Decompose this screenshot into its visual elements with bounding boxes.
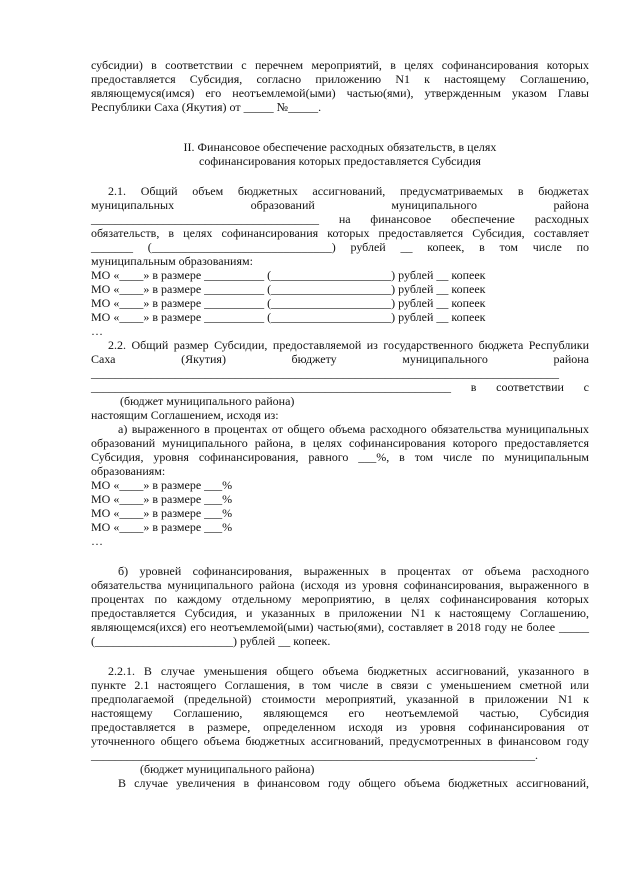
text-line: Субсидия, уровня софинансирования, равного ___%, в том числе по муниципальным [91, 450, 589, 464]
field-caption: (бюджет муниципального района) [120, 394, 295, 408]
text-line: муниципальных образований муниципального района [91, 198, 589, 212]
text-line: настоящему Соглашению, являющемся его неотъемлемой частью, Субсидия [91, 706, 589, 720]
field-caption: (бюджет муниципального района) [140, 762, 315, 776]
section-heading: II. Финансовое обеспечение расходных обязательств, в целях [183, 140, 497, 154]
text-line: ______________________________________ на финансовое обеспечение расходных [91, 212, 589, 226]
text-line: (_______________________) рублей __ копеек. [91, 634, 331, 648]
mo-row: МО «____» в размере __________ (____________________) рублей __ копеек [91, 268, 486, 282]
text-line: являющемуся(имся) его неотъемлемой(ыми) частью(ями), утвержденным указом Главы [91, 86, 589, 100]
paragraph-2-1: 2.1. Общий объем бюджетных ассигнований, предусматриваемых в бюджетах [108, 184, 589, 198]
text-line: являющемся(ихся) его неотъемлемой(ыми) частью(ями), составляет в 2018 году не более _____ [91, 620, 589, 634]
text-line: образований муниципального района, в целях софинансирования которого предоставляется [91, 436, 589, 450]
paragraph-2-2: 2.2. Общий размер Субсидии, предоставляемой из государственного бюджета Республики [108, 338, 589, 352]
subparagraph-b: б) уровней софинансирования, выраженных в процентах от объема расходного [118, 564, 589, 578]
text-line: ____________________________________________________________ в соответствии с [91, 380, 589, 394]
text-line: образованиям: [91, 464, 166, 478]
section-heading: софинансирования которых предоставляется Субсидия [199, 154, 481, 168]
mo-percent-row: МО «____» в размере ___% [91, 506, 233, 520]
subparagraph-a: а) выраженного в процентах от общего объема расходного обязательства муниципальных [118, 422, 589, 436]
mo-row: МО «____» в размере __________ (____________________) рублей __ копеек [91, 296, 486, 310]
text-line: муниципальным образованиям: [91, 254, 253, 268]
mo-percent-row: МО «____» в размере ___% [91, 520, 233, 534]
text-line: настоящим Соглашением, исходя из: [91, 408, 279, 422]
text-line: Саха (Якутия) бюджету муниципального района [91, 352, 589, 366]
text-line: предполагаемой (предельной) стоимости мероприятий, указанной в приложении N1 к [91, 692, 589, 706]
mo-percent-row: МО «____» в размере ___% [91, 492, 233, 506]
text-line: _______ (______________________________) рублей __ копеек, в том числе по [91, 240, 589, 254]
text-line: предоставляется Субсидия, и указанных в приложении N1 к настоящему Соглашению, [91, 606, 589, 620]
mo-percent-row: МО «____» в размере ___% [91, 478, 233, 492]
ellipsis: … [91, 324, 103, 338]
mo-row: МО «____» в размере __________ (____________________) рублей __ копеек [91, 282, 486, 296]
text-line: субсидии) в соответствии с перечнем мероприятий, в целях софинансирования которых [91, 58, 589, 72]
ellipsis: … [91, 534, 103, 548]
text-line: предоставляется Субсидия, согласно приложению N1 к настоящему Соглашению, [91, 72, 589, 86]
text-line: __________________________________________________________________________. [91, 748, 538, 762]
text-line: процентах по каждому отдельному мероприятию, в целях софинансирования которых [91, 592, 589, 606]
paragraph-2-2-1: 2.2.1. В случае уменьшения общего объема бюджетных ассигнований, указанного в [108, 664, 589, 678]
text-line: предоставляется в размере, определенном исходя из уровня софинансирования от [91, 720, 589, 734]
mo-row: МО «____» в размере __________ (____________________) рублей __ копеек [91, 310, 486, 324]
text-line: обязательства муниципального района (исходя из уровня софинансирования, выраженного в [91, 578, 589, 592]
text-line: пункте 2.1 настоящего Соглашения, в том числе в связи с уменьшением сметной или [91, 678, 589, 692]
text-line: В случае увеличения в финансовом году общего объема бюджетных ассигнований, [118, 776, 589, 790]
text-line: уточненного общего объема бюджетных ассигнований, предусмотренных в финансовом году [91, 734, 589, 748]
text-line: ______________________________________________________________________________ [91, 366, 559, 380]
text-line: обязательств, в целях софинансирования которых предоставляется Субсидия, составляет [91, 226, 589, 240]
text-line: Республики Саха (Якутия) от _____ №_____. [91, 100, 322, 114]
